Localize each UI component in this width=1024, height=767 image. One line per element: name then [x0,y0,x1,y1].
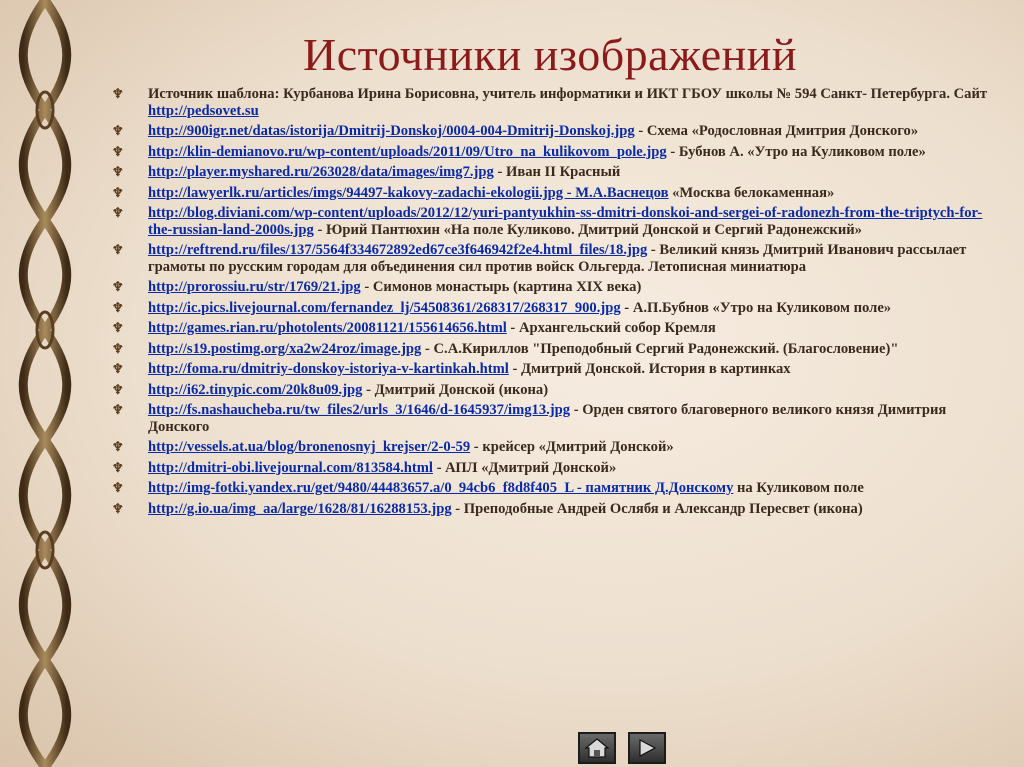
bullet-icon: ♆ [112,279,124,294]
item-text: на Куликовом поле [733,480,864,496]
bullet-icon: ♆ [112,500,124,516]
source-link[interactable]: http://fs.nashaucheba.ru/tw_files2/urls_3/1646/d-1645937/img13.jpg [148,402,571,418]
source-link[interactable]: http://lawyerlk.ru/articles/imgs/94497-kakovy-zadachi-ekologii.jpg - М.А.Васнецов [148,184,669,201]
source-link[interactable]: http://pedsovet.su [148,102,259,119]
item-text: - Дмитрий Донской (икона) [362,381,549,398]
source-link[interactable]: http://foma.ru/dmitriy-donskoy-istoriya-v-kartinkah.html [148,361,509,377]
source-link[interactable]: http://games.rian.ru/photolents/20081121/155614656.html [148,320,507,336]
bullet-icon: ♆ [112,86,124,101]
home-button[interactable] [578,732,616,764]
bullet-icon: ♆ [112,340,124,356]
source-link[interactable]: http://900igr.net/datas/istorija/Dmitrij-Donskoj/0004-004-Dmitrij-Donskoj.jpg [148,123,635,139]
list-item [108,86,1000,119]
item-text: - Архангельский собор Кремля [506,320,716,336]
source-link[interactable]: http://g.io.ua/img_aa/large/1628/81/16288153.jpg [148,500,452,517]
item-text: - А.П.Бубнов «Утро на Куликовом поле» [620,299,892,316]
bullet-icon: ♆ [112,402,124,417]
item-text: - АПЛ «Дмитрий Донской» [432,459,617,476]
home-icon [584,737,610,759]
item-text: - Дмитрий Донской. История в картинках [508,361,791,377]
item-text: - Орден святого благоверного великого князя Димитрия Донского [148,402,947,435]
source-link[interactable]: http://prorossiu.ru/str/1769/21.jpg [148,279,361,295]
bullet-icon: ♆ [112,299,124,315]
bullet-icon: ♆ [112,184,124,200]
source-link[interactable]: http://ic.pics.livejournal.com/fernandez_lj/54508361/268317/268317_900.jpg [148,299,621,316]
item-text: Источник шаблона: Курбанова Ирина Борисовна, учитель информатики и ИКТ ГБОУ школы № 594 Санкт- Петербурга. Сайт [148,86,988,102]
item-text: - Юрий Пантюхин «На поле Куликово. Дмитрий Донской и Сергий Радонежский» [313,221,862,238]
sources-list [108,86,1000,521]
item-text: - Преподобные Андрей Ослябя и Александр Пересвет (икона) [451,500,863,517]
item-text: - Бубнов А. «Утро на Куликовом поле» [666,143,926,160]
play-arrow-icon [634,737,660,759]
list-item [108,361,1000,378]
slide-navigation [578,732,666,764]
ornamental-border-icon [6,0,84,767]
item-text: - Великий князь Дмитрий Иванович рассылает грамоты по русским городам для объединения сил против войск Ольгерда. Летописная миниатюра [148,242,967,275]
list-item [108,439,1000,456]
source-link[interactable]: http://blog.diviani.com/wp-content/uploads/2012/12/yuri-pantyukhin-ss-dmitri-donskoi-and-sergei-of-radonezh-from-the-triptych-for-the-russian-land-2000s.jpg [148,205,983,238]
source-link[interactable]: http://player.myshared.ru/263028/data/images/img7.jpg [148,164,494,180]
list-item [108,144,1000,161]
bullet-icon: ♆ [112,320,124,335]
source-link[interactable]: http://klin-demianovo.ru/wp-content/uploads/2011/09/Utro_na_kulikovom_pole.jpg [148,143,667,160]
item-text: - крейсер «Дмитрий Донской» [470,439,674,455]
item-text: «Москва белокаменная» [668,184,835,201]
list-item [108,123,1000,140]
list-item [108,279,1000,296]
bullet-icon: ♆ [112,361,124,376]
list-item [108,185,1000,202]
bullet-icon: ♆ [112,459,124,475]
item-text: - С.А.Кириллов "Преподобный Сергий Радонежский. (Благословение)" [421,340,899,357]
bullet-icon: ♆ [112,242,124,257]
source-link[interactable]: http://reftrend.ru/files/137/5564f334672892ed67ce3f646942f2e4.html_files/18.jpg [148,242,648,258]
bullet-icon: ♆ [112,480,124,495]
list-item [108,164,1000,181]
bullet-icon: ♆ [112,439,124,454]
list-item [108,320,1000,337]
list-item [108,205,1000,238]
bullet-icon: ♆ [112,164,124,179]
list-item [108,341,1000,358]
page-title: Источники изображений [302,29,798,80]
next-button[interactable] [628,732,666,764]
list-item [108,460,1000,477]
item-text: - Иван II Красный [493,164,621,180]
bullet-icon: ♆ [112,381,124,397]
list-item [108,382,1000,399]
bullet-icon: ♆ [112,123,124,138]
source-link[interactable]: http://vessels.at.ua/blog/bronenosnyj_krejser/2-0-59 [148,439,471,455]
source-link[interactable]: http://dmitri-obi.livejournal.com/813584.html [148,459,433,476]
source-link[interactable]: http://s19.postimg.org/xa2w24roz/image.jpg [148,340,422,357]
list-item [108,242,1000,275]
bullet-icon: ♆ [112,205,124,220]
source-link[interactable]: http://img-fotki.yandex.ru/get/9480/44483657.a/0_94cb6_f8d8f405_L - памятник Д.Донскому [148,480,734,496]
list-item [108,402,1000,435]
list-item [108,480,1000,497]
item-text: - Симонов монастырь (картина XIX века) [360,279,642,295]
list-item [108,300,1000,317]
source-link[interactable]: http://i62.tinypic.com/20k8u09.jpg [148,381,363,398]
bullet-icon: ♆ [112,143,124,159]
list-item [108,501,1000,518]
item-text: - Схема «Родословная Дмитрия Донского» [634,123,919,139]
